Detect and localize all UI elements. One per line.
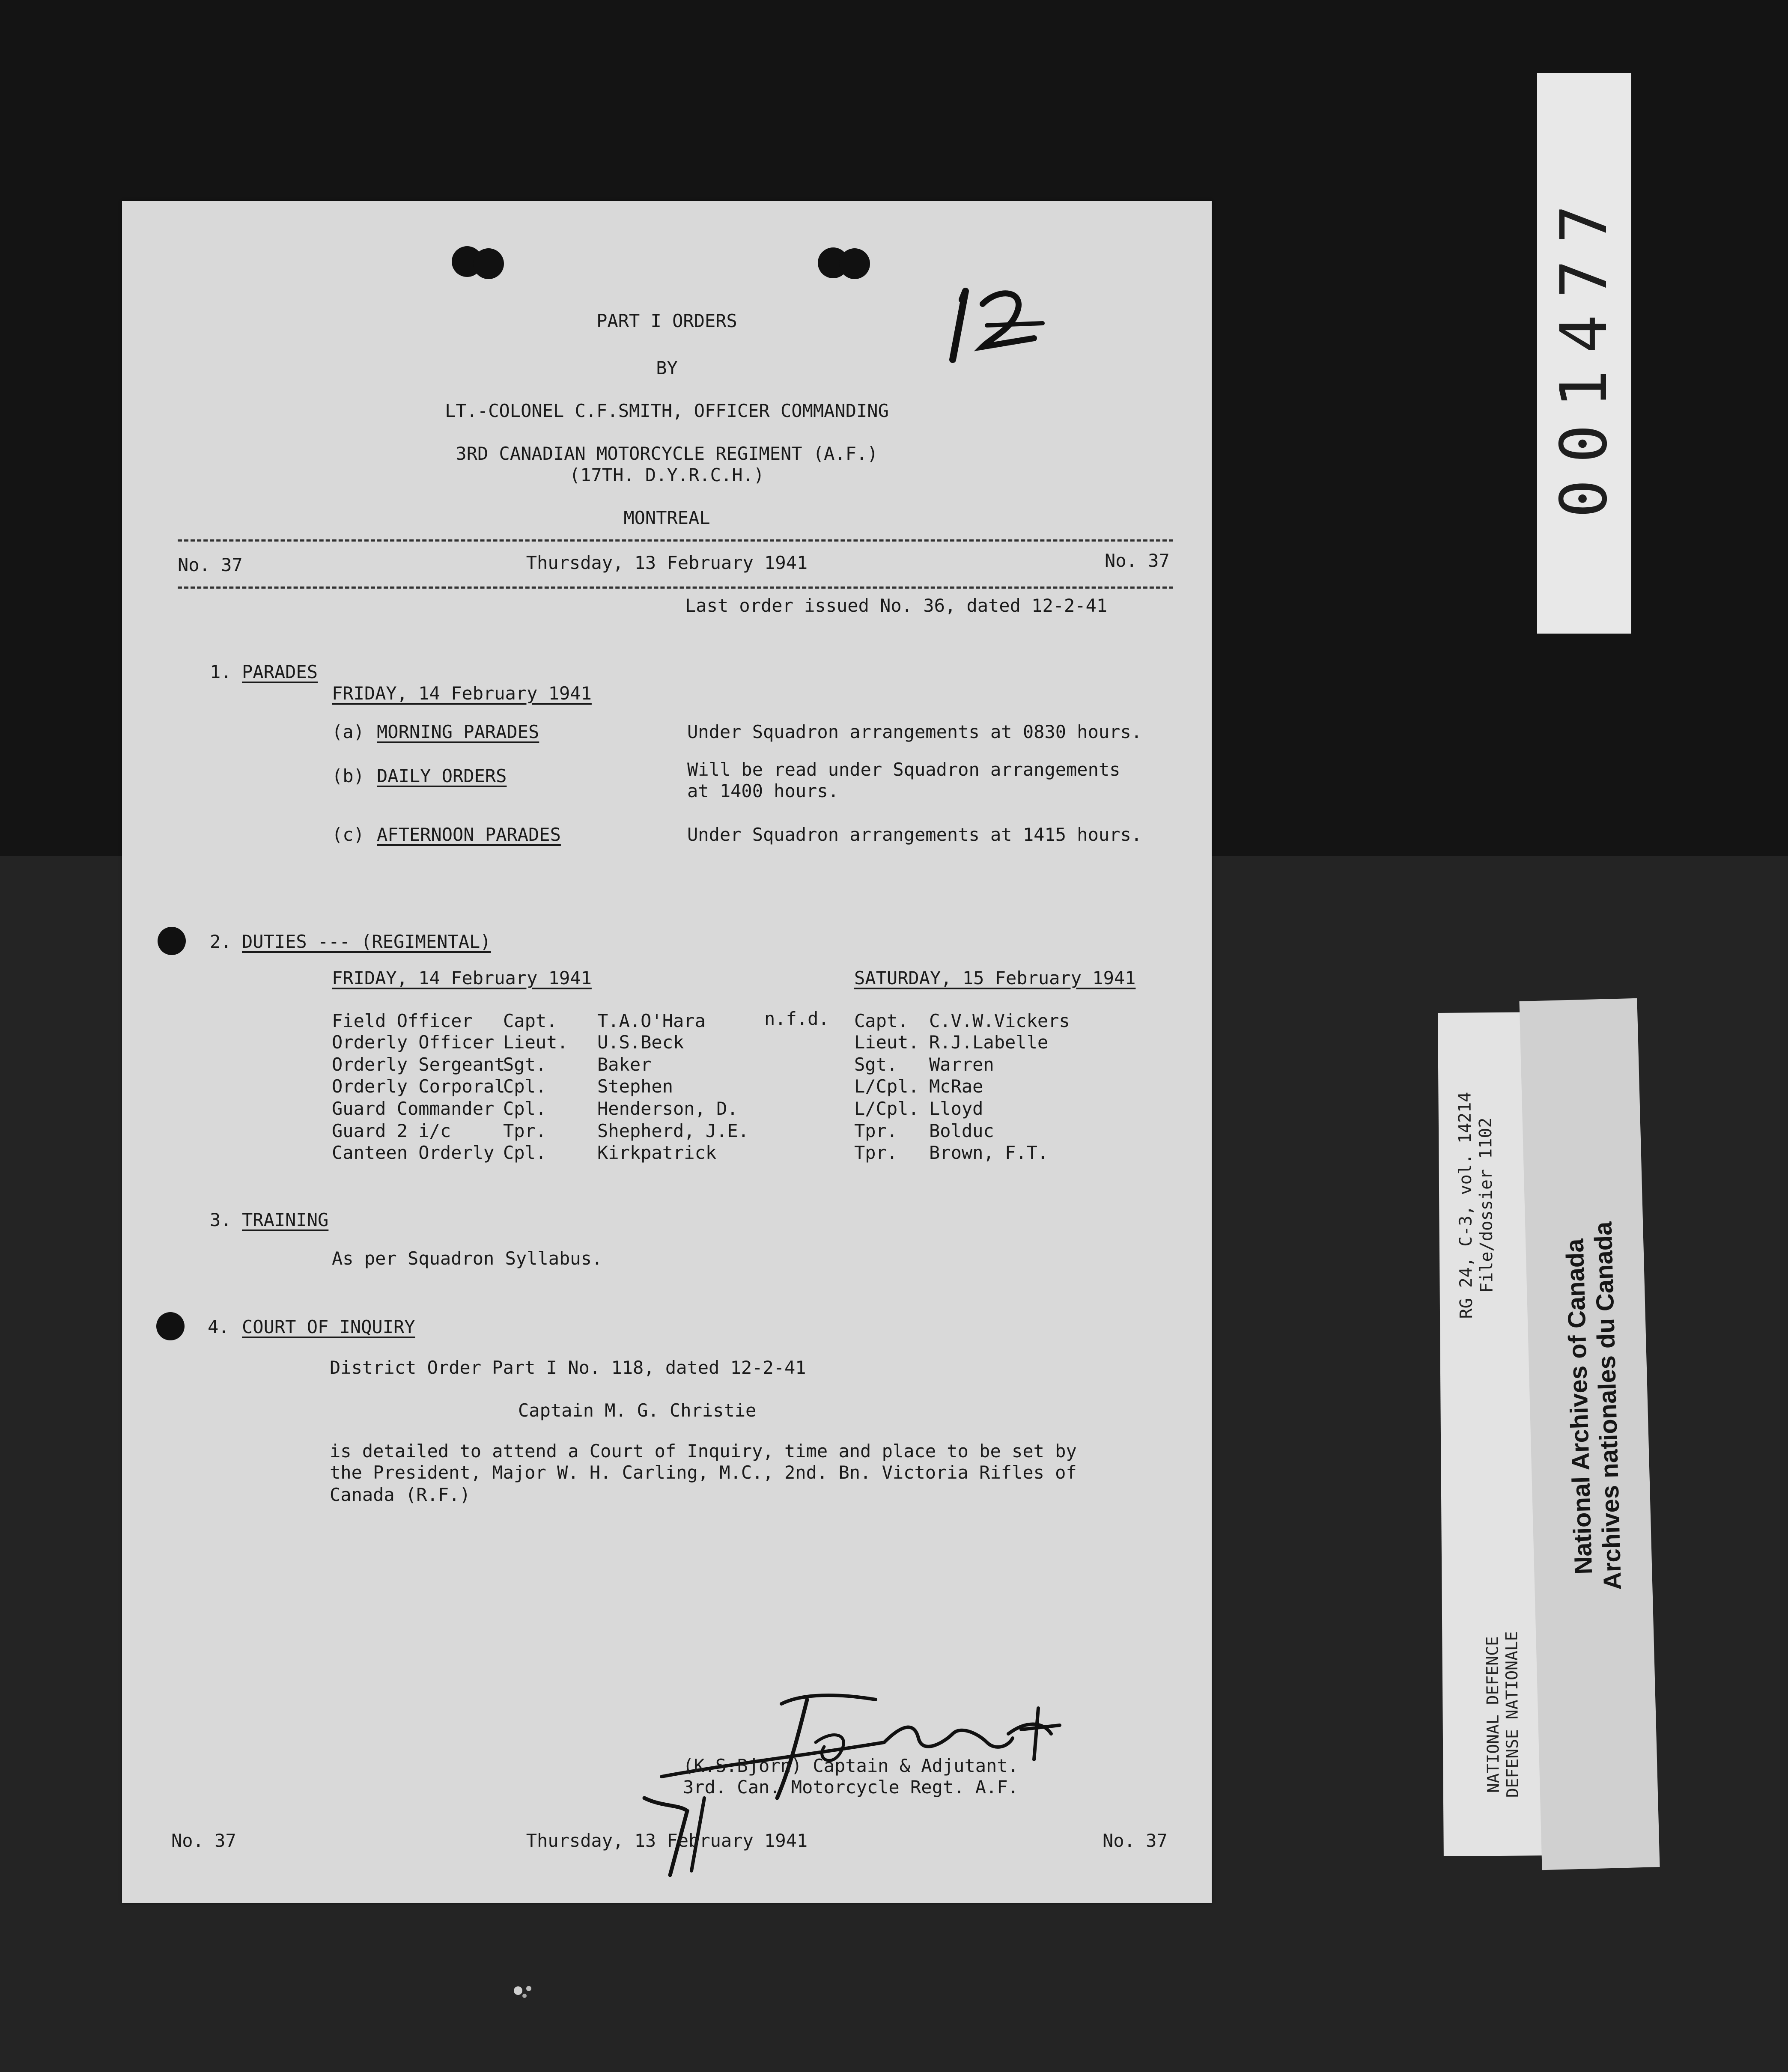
duty-rank: Lieut.: [854, 1032, 919, 1053]
footer-date: Thursday, 13 February 1941: [526, 1830, 808, 1851]
duties-date-right: SATURDAY, 15 February 1941: [854, 968, 1136, 988]
national-archives-line: Archives nationales du Canada: [1589, 1221, 1627, 1590]
national-archives-label: [1519, 998, 1660, 1870]
duty-name: Orderly Officer: [332, 1032, 495, 1053]
header-line: PART I ORDERS: [596, 310, 737, 331]
national-archives-line: National Archives of Canada: [1561, 1238, 1598, 1575]
header-line: LT.-COLONEL C.F.SMITH, OFFICER COMMANDING: [445, 400, 889, 421]
duty-person: Bolduc: [929, 1120, 994, 1141]
duty-rank: Capt.: [503, 1010, 557, 1031]
duty-note: n.f.d.: [764, 1008, 829, 1029]
header-line: MONTREAL: [623, 507, 710, 528]
duty-person: Brown, F.T.: [929, 1142, 1049, 1163]
duty-name: Guard 2 i/c: [332, 1120, 451, 1141]
duty-person: T.A.O'Hara: [597, 1010, 706, 1031]
duty-rank: Cpl.: [503, 1142, 547, 1163]
duty-rank: Cpl.: [503, 1076, 547, 1097]
duty-name: Orderly Corporal: [332, 1076, 505, 1097]
duty-name: Canteen Orderly: [332, 1142, 495, 1163]
section-date: FRIDAY, 14 February 1941: [332, 683, 592, 704]
department-line: NATIONAL DEFENCE: [1483, 1636, 1503, 1793]
item-text: Will be read under Squadron arrangements: [687, 759, 1120, 780]
header-line: (17TH. D.Y.R.C.H.): [569, 464, 765, 485]
duty-rank: Tpr.: [503, 1120, 547, 1141]
paragraph-mark: [156, 1312, 185, 1340]
paragraph-mark: [158, 927, 186, 955]
header-line: BY: [656, 357, 678, 378]
department-line: DEFENSE NATIONALE: [1502, 1631, 1522, 1798]
duty-person: U.S.Beck: [597, 1032, 684, 1053]
punch-hole: [473, 248, 504, 279]
item-name: DAILY ORDERS: [377, 765, 507, 786]
inquiry-text: is detailed to attend a Court of Inquiry, time and place to be set by: [330, 1441, 1077, 1462]
duty-rank: Sgt.: [854, 1054, 898, 1075]
duty-person: C.V.W.Vickers: [929, 1010, 1070, 1031]
archive-file-number-strip: [1537, 73, 1631, 634]
section-title: TRAINING: [242, 1209, 329, 1230]
duty-rank: L/Cpl.: [854, 1076, 919, 1097]
item-name: MORNING PARADES: [377, 721, 539, 742]
archive-reference-line: File/dossier 1102: [1475, 1117, 1497, 1293]
duty-person: Baker: [597, 1054, 652, 1075]
order-number-left: No. 37: [178, 554, 243, 575]
item-name: AFTERNOON PARADES: [377, 824, 561, 845]
duty-rank: Tpr.: [854, 1142, 898, 1163]
duty-person: Lloyd: [929, 1098, 983, 1119]
inquiry-text: the President, Major W. H. Carling, M.C., 2nd. Bn. Victoria Rifles of: [330, 1462, 1077, 1483]
inquiry-officer: Captain M. G. Christie: [518, 1400, 757, 1421]
duty-rank: Tpr.: [854, 1120, 898, 1141]
punch-hole: [839, 248, 870, 279]
duty-rank: Lieut.: [503, 1032, 568, 1053]
section-title: DUTIES --- (REGIMENTAL): [242, 931, 491, 952]
order-date: Thursday, 13 February 1941: [526, 552, 808, 573]
archive-file-number: 001477: [1547, 188, 1621, 518]
signature-line: 3rd. Can. Motorcycle Regt. A.F.: [683, 1777, 1019, 1798]
duty-person: McRae: [929, 1076, 983, 1097]
duty-person: Henderson, D.: [597, 1098, 738, 1119]
signature-line: (K.S.Bjorn) Captain & Adjutant.: [683, 1755, 1019, 1776]
footer-number-right: No. 37: [1103, 1830, 1168, 1851]
archive-reference-line: RG 24, C-3, vol. 14214: [1455, 1092, 1477, 1319]
section-title: COURT OF INQUIRY: [242, 1316, 415, 1337]
section-number: 3.: [210, 1209, 232, 1230]
dashed-rule: [178, 586, 1173, 589]
item-letter: (a): [332, 721, 364, 742]
duty-rank: L/Cpl.: [854, 1098, 919, 1119]
section-title: PARADES: [242, 661, 318, 682]
film-specks: [505, 1978, 548, 2004]
training-text: As per Squadron Syllabus.: [332, 1248, 603, 1269]
last-order-note: Last order issued No. 36, dated 12-2-41: [685, 595, 1108, 616]
section-number: 4.: [208, 1316, 229, 1337]
duties-date-left: FRIDAY, 14 February 1941: [332, 968, 592, 988]
duty-rank: Capt.: [854, 1010, 909, 1031]
duty-rank: Sgt.: [503, 1054, 547, 1075]
section-number: 1.: [210, 661, 232, 682]
item-text: at 1400 hours.: [687, 780, 839, 801]
footer-number-left: No. 37: [171, 1830, 236, 1851]
item-letter: (c): [332, 824, 364, 845]
duty-person: Kirkpatrick: [597, 1142, 717, 1163]
item-letter: (b): [332, 765, 364, 786]
duty-person: Stephen: [597, 1076, 673, 1097]
duty-name: Orderly Sergeant: [332, 1054, 505, 1075]
duty-name: Guard Commander: [332, 1098, 495, 1119]
item-text: Under Squadron arrangements at 0830 hours.: [687, 721, 1142, 742]
inquiry-reference: District Order Part I No. 118, dated 12-2-41: [330, 1357, 806, 1378]
duty-name: Field Officer: [332, 1010, 473, 1031]
dashed-rule: [178, 539, 1173, 542]
header-line: 3RD CANADIAN MOTORCYCLE REGIMENT (A.F.): [456, 443, 878, 464]
order-number-right: No. 37: [1105, 550, 1170, 571]
item-text: Under Squadron arrangements at 1415 hours.: [687, 824, 1142, 845]
duty-person: R.J.Labelle: [929, 1032, 1049, 1053]
inquiry-text: Canada (R.F.): [330, 1484, 471, 1505]
duty-person: Shepherd, J.E.: [597, 1120, 749, 1141]
duty-rank: Cpl.: [503, 1098, 547, 1119]
document-page: [122, 201, 1212, 1903]
duty-person: Warren: [929, 1054, 994, 1075]
section-number: 2.: [210, 931, 232, 952]
